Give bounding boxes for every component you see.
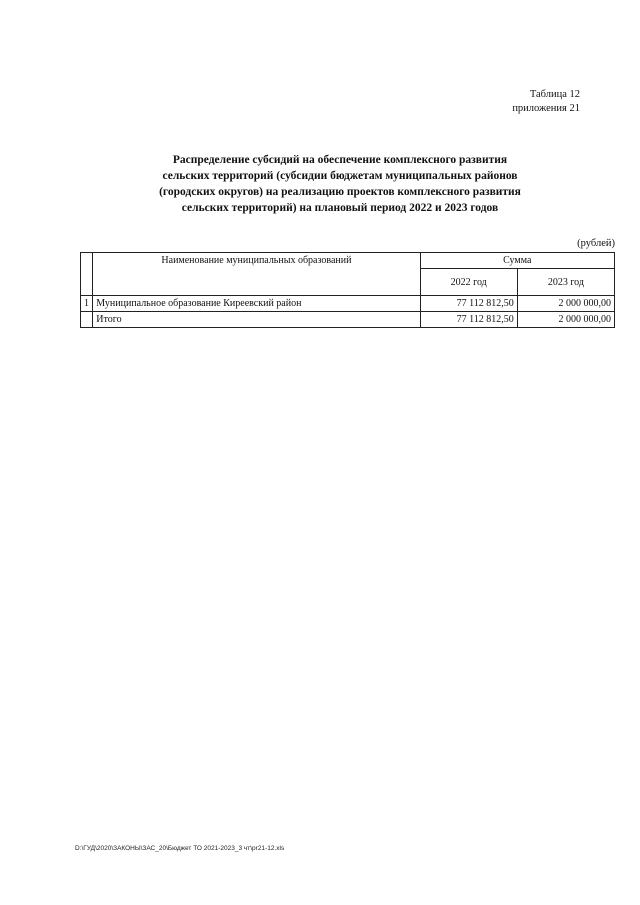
- header-num-cell: [81, 253, 93, 296]
- title-line-4: сельских территорий) на плановый период 2022 и 2023 годов: [181, 202, 499, 214]
- table-number: Таблица 12: [529, 89, 580, 100]
- header-year-2022: 2022 год: [420, 269, 517, 296]
- table-reference: [512, 88, 580, 116]
- document-title: [100, 152, 580, 216]
- row-name: Муниципальное образование Киреевский район: [93, 296, 420, 312]
- appendix-number: приложения 21: [512, 103, 580, 114]
- file-path-footer: D:\ГУД\2020\ЗАКОНЫ\ЗАС_20\Бюджет ТО 2021-2023_3 чт\pr21-12.xls: [75, 845, 285, 852]
- row-name: Итого: [93, 312, 420, 328]
- row-value-2023: 2 000 000,00: [517, 296, 614, 312]
- title-line-3: (городских округов) на реализацию проектов комплексного развития: [159, 186, 521, 198]
- units-label: (рублей): [577, 238, 615, 249]
- subsidy-table: [80, 252, 615, 328]
- title-line-2: сельских территорий (субсидии бюджетам муниципальных районов: [162, 170, 518, 182]
- row-number: 1: [81, 296, 93, 312]
- header-row: [81, 253, 615, 269]
- table-row: [81, 296, 615, 312]
- total-row: [81, 312, 615, 328]
- row-value-2022: 77 112 812,50: [420, 296, 517, 312]
- header-year-2023: 2023 год: [517, 269, 614, 296]
- total-value-2022: 77 112 812,50: [420, 312, 517, 328]
- row-number: [81, 312, 93, 328]
- header-sum-cell: Сумма: [420, 253, 614, 269]
- header-name-cell: Наименование муниципальных образований: [93, 253, 420, 296]
- total-value-2023: 2 000 000,00: [517, 312, 614, 328]
- title-line-1: Распределение субсидий на обеспечение комплексного развития: [172, 154, 508, 166]
